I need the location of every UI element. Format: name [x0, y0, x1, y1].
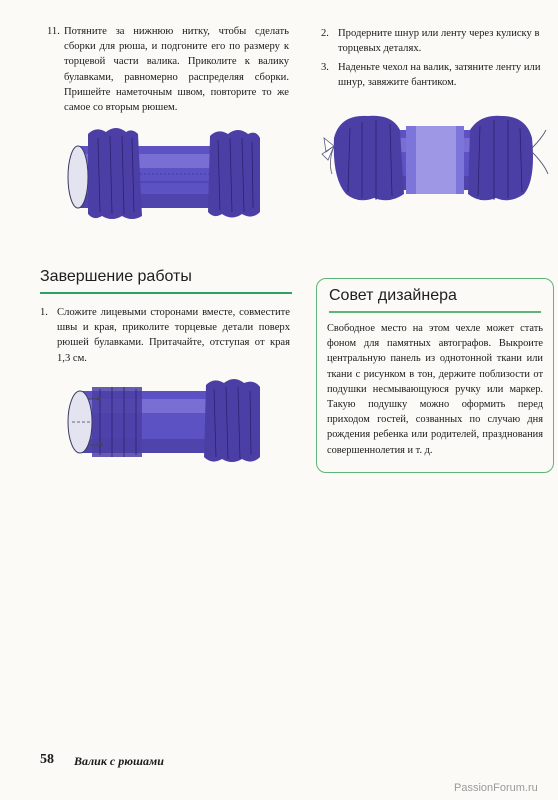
step-text: Сложите лицевыми сторонами вместе, совместите швы и края, приколите торцевые детали поверх рюшей булавками. Притачайте, отступая от края 1,3 см. — [57, 307, 290, 364]
step-3 — [321, 60, 557, 90]
step-text: Продерните шнур или ленту через кулиску в торцевых деталях. — [338, 28, 540, 55]
watermark: PassionForum.ru — [454, 782, 538, 794]
section-title-underline — [40, 292, 292, 294]
right-ruffle — [468, 116, 533, 200]
right-cord — [532, 130, 548, 174]
assembled-bolster-illustration — [58, 375, 268, 469]
right-ruffle — [204, 379, 260, 462]
finished-bolster-illustration — [320, 108, 550, 208]
tip-body: Свободное место на этом чехле может стать фоном для памятных автографов. Выкроите центральную панель из однотонной ткани или ткани с рисунком в тон, держите поблизости от подушки несмывающуюся ручку или маркер. Такую подушку можно оформить перед приходом гостей, созванных по случаю дня рождения ребенка или родителей, празднования совершеннолетия и т. д. — [327, 323, 543, 456]
bolster-pinned-ruffles-illustration — [60, 124, 268, 222]
tip-title: Совет дизайнера — [329, 287, 457, 304]
left-bow-icon — [322, 138, 334, 160]
section-title: Завершение работы — [40, 268, 192, 285]
left-ruffle — [334, 116, 404, 200]
bolster-end-panel — [68, 146, 88, 208]
step-number: 2. — [321, 28, 329, 39]
step-number: 3. — [321, 62, 329, 73]
step-number: 11. — [47, 26, 60, 37]
step-2 — [321, 26, 557, 56]
step-number: 1. — [40, 307, 48, 318]
step-11 — [47, 24, 289, 115]
designer-tip-box — [316, 278, 554, 473]
step-text: Потяните за нижнюю нитку, чтобы сделать сборки для рюша, и подгоните его по размеру к торцевой части валика. Приколите к валику булавками, равномерно распределяя сборки. Пришейте наметочным швом, повторите то же самое со вторым рюшем. — [64, 26, 289, 114]
page-number: 58 — [40, 752, 54, 767]
tip-title-underline — [329, 311, 541, 313]
finish-step-1 — [40, 305, 290, 366]
step-text: Наденьте чехол на валик, затяните ленту или шнур, завяжите бантиком. — [338, 62, 541, 89]
chapter-title: Валик с рюшами — [74, 754, 164, 768]
